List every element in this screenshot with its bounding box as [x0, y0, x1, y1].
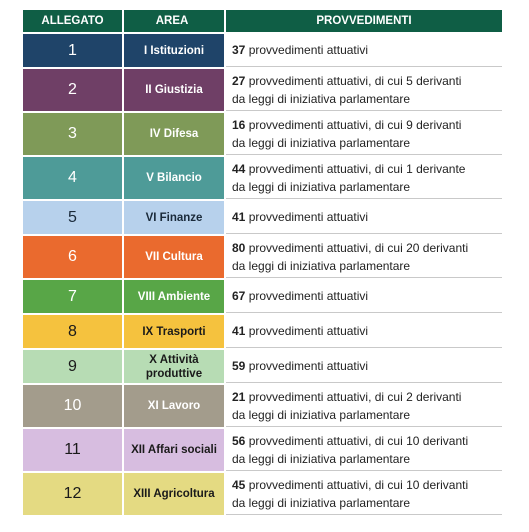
description-line-2: da leggi di iniziativa parlamentare — [232, 179, 411, 194]
allegato-cell: 10 — [23, 385, 122, 427]
allegato-cell: 1 — [23, 34, 122, 67]
description-line-1: provvedimenti attuativi, di cui 10 derivanti — [248, 433, 469, 448]
allegato-cell: 7 — [23, 280, 122, 313]
area-cell: VI Finanze — [124, 201, 224, 234]
area-cell: I Istituzioni — [124, 34, 224, 67]
description-line-2: da leggi di iniziativa parlamentare — [232, 91, 411, 106]
count-value: 41 — [232, 210, 246, 224]
count-value: 44 — [232, 161, 246, 176]
count-value: 80 — [232, 240, 246, 255]
area-cell: II Giustizia — [124, 69, 224, 111]
header-provvedimenti: PROVVEDIMENTI — [226, 10, 502, 32]
description-line-1: provvedimenti attuativi — [248, 324, 369, 338]
table-row — [23, 473, 502, 515]
table-row — [23, 157, 502, 199]
allegato-cell: 4 — [23, 157, 122, 199]
provvedimenti-cell — [226, 201, 502, 234]
allegato-cell: 9 — [23, 350, 122, 383]
provvedimenti-cell — [226, 280, 502, 313]
description-line-2: da leggi di iniziativa parlamentare — [232, 495, 411, 510]
description-line-1: provvedimenti attuativi, di cui 2 derivanti — [248, 389, 462, 404]
table-row — [23, 315, 502, 348]
header-allegato: ALLEGATO — [23, 10, 122, 32]
area-cell: XII Affari sociali — [124, 429, 224, 471]
table-row — [23, 236, 502, 278]
description-line-1: provvedimenti attuativi, di cui 9 derivanti — [248, 117, 462, 132]
provvedimenti-cell — [226, 350, 502, 383]
provvedimenti-cell — [226, 315, 502, 348]
description-line-2: da leggi di iniziativa parlamentare — [232, 258, 411, 273]
area-cell: VIII Ambiente — [124, 280, 224, 313]
area-cell: IX Trasporti — [124, 315, 224, 348]
description-line-1: provvedimenti attuativi — [248, 210, 369, 224]
count-value: 59 — [232, 359, 246, 373]
allegato-cell: 6 — [23, 236, 122, 278]
count-value: 41 — [232, 324, 246, 338]
count-value: 21 — [232, 389, 246, 404]
area-cell: X Attività produttive — [124, 350, 224, 383]
table-row — [23, 350, 502, 383]
table-row — [23, 113, 502, 155]
description-line-1: provvedimenti attuativi — [248, 289, 369, 303]
provvedimenti-cell — [226, 157, 502, 199]
table-row — [23, 34, 502, 67]
allegato-cell: 3 — [23, 113, 122, 155]
provvedimenti-cell — [226, 113, 502, 155]
table-header — [23, 10, 502, 32]
provvedimenti-table — [23, 10, 502, 517]
provvedimenti-cell — [226, 236, 502, 278]
provvedimenti-cell — [226, 69, 502, 111]
description-line-2: da leggi di iniziativa parlamentare — [232, 135, 411, 150]
table-body — [23, 34, 502, 515]
allegato-cell: 8 — [23, 315, 122, 348]
count-value: 56 — [232, 433, 246, 448]
description-line-1: provvedimenti attuativi, di cui 20 derivanti — [248, 240, 469, 255]
provvedimenti-cell — [226, 473, 502, 515]
count-value: 45 — [232, 477, 246, 492]
area-cell: XI Lavoro — [124, 385, 224, 427]
description-line-1: provvedimenti attuativi, di cui 10 derivanti — [248, 477, 469, 492]
allegato-cell: 12 — [23, 473, 122, 515]
table-row — [23, 429, 502, 471]
allegato-cell: 2 — [23, 69, 122, 111]
area-cell: XIII Agricoltura — [124, 473, 224, 515]
description-line-1: provvedimenti attuativi, di cui 5 derivanti — [248, 73, 462, 88]
description-line-1: provvedimenti attuativi — [248, 359, 369, 373]
area-cell: V Bilancio — [124, 157, 224, 199]
description-line-2: da leggi di iniziativa parlamentare — [232, 451, 411, 466]
provvedimenti-cell — [226, 429, 502, 471]
area-cell: VII Cultura — [124, 236, 224, 278]
description-line-1: provvedimenti attuativi — [248, 43, 369, 57]
count-value: 27 — [232, 73, 246, 88]
description-line-1: provvedimenti attuativi, di cui 1 derivante — [248, 161, 466, 176]
provvedimenti-cell — [226, 385, 502, 427]
table-row — [23, 201, 502, 234]
count-value: 16 — [232, 117, 246, 132]
description-line-2: da leggi di iniziativa parlamentare — [232, 407, 411, 422]
table-row — [23, 385, 502, 427]
count-value: 67 — [232, 289, 246, 303]
table-row — [23, 69, 502, 111]
header-area: AREA — [124, 10, 224, 32]
allegato-cell: 11 — [23, 429, 122, 471]
count-value: 37 — [232, 43, 246, 57]
provvedimenti-cell — [226, 34, 502, 67]
allegato-cell: 5 — [23, 201, 122, 234]
table-row — [23, 280, 502, 313]
area-cell: IV Difesa — [124, 113, 224, 155]
